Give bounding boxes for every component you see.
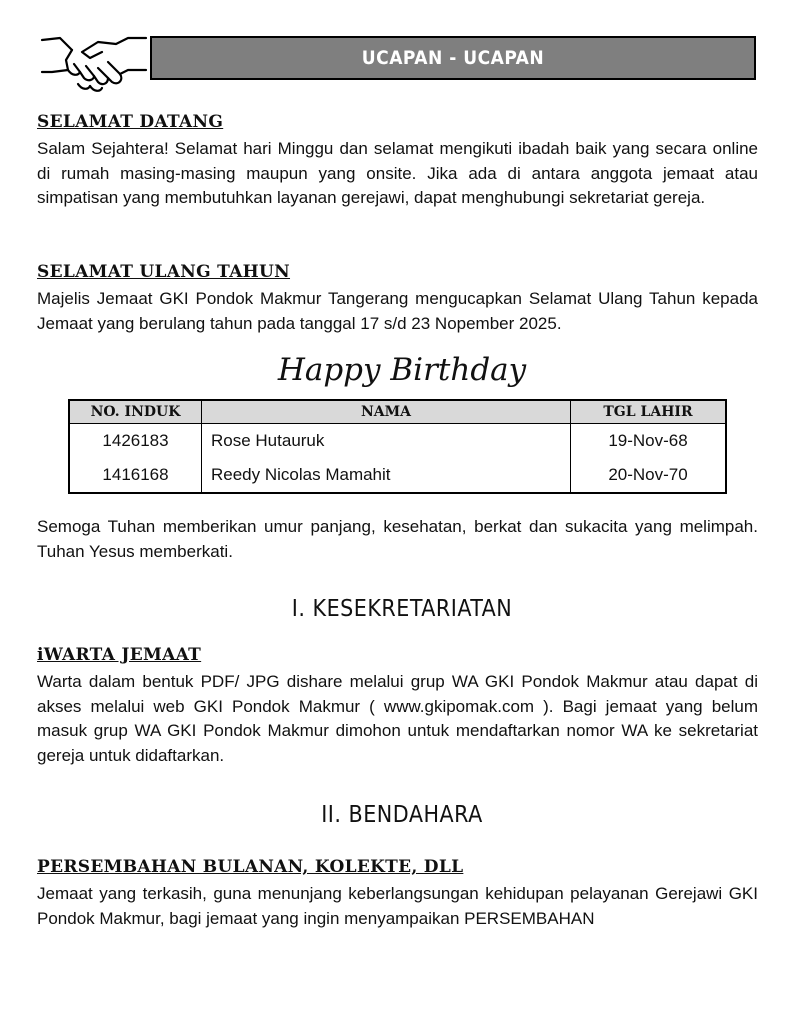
cell-no-induk: 1426183 [69, 424, 202, 459]
iwarta-heading: iWARTA JEMAAT [37, 645, 202, 665]
section-title-kesekretariatan: I. KESEKRETARIATAN [291, 596, 513, 622]
cell-tgl-lahir: 19-Nov-68 [608, 431, 688, 450]
happy-birthday-banner: Happy Birthday [277, 352, 527, 388]
cell-no-induk: 1416168 [69, 458, 202, 493]
column-header-tgl-lahir: TGL LAHIR [571, 400, 727, 424]
welcome-paragraph: Salam Sejahtera! Selamat hari Minggu dan selamat mengikuti ibadah baik yang secara online di rumah masing-masing maupun yang onsite. Jika ada di antara anggota jemaat atau simpatisan yang membutuhkan layanan gerejawi, dapat menghubungi sekretariat gereja. [37, 139, 758, 207]
cell-nama: Rose Hutauruk [202, 424, 571, 459]
column-header-no-induk: NO. INDUK [69, 400, 202, 424]
birthday-closing: Semoga Tuhan memberikan umur panjang, kesehatan, berkat dan sukacita yang melimpah. Tuhan Yesus memberkati. [37, 517, 758, 561]
iwarta-paragraph: Warta dalam bentuk PDF/ JPG dishare melalui grup WA GKI Pondok Makmur atau dapat di akses melalui web GKI Pondok Makmur ( www.gkipomak.com ). Bagi jemaat yang belum masuk grup WA GKI Pondok Makmur dimohon untuk mendaftarkan nomor WA ke sekretariat gereja untuk didaftarkan. [37, 672, 758, 765]
handshake-icon [38, 30, 150, 100]
column-header-nama: NAMA [202, 400, 571, 424]
table-header-row [69, 400, 726, 424]
table-row [69, 424, 726, 459]
birthday-table [68, 399, 727, 494]
header-bar [150, 36, 756, 80]
cell-nama: Reedy Nicolas Mamahit [202, 458, 571, 493]
persembahan-heading: PERSEMBAHAN BULANAN, KOLEKTE, DLL [37, 857, 464, 877]
persembahan-paragraph: Jemaat yang terkasih, guna menunjang keberlangsungan kehidupan pelayanan Gerejawi GKI Pondok Makmur, bagi jemaat yang ingin menyampaikan PERSEMBAHAN [37, 884, 758, 928]
table-row [69, 458, 726, 493]
birthday-heading: SELAMAT ULANG TAHUN [37, 262, 291, 282]
welcome-heading: SELAMAT DATANG [37, 112, 224, 132]
section-title-bendahara: II. BENDAHARA [321, 802, 483, 828]
page-title: UCAPAN - UCAPAN [361, 47, 545, 69]
cell-tgl-lahir: 20-Nov-70 [608, 465, 688, 484]
birthday-paragraph: Majelis Jemaat GKI Pondok Makmur Tangerang mengucapkan Selamat Ulang Tahun kepada Jemaat yang berulang tahun pada tanggal 17 s/d 23 Nopember 2025. [37, 289, 758, 333]
